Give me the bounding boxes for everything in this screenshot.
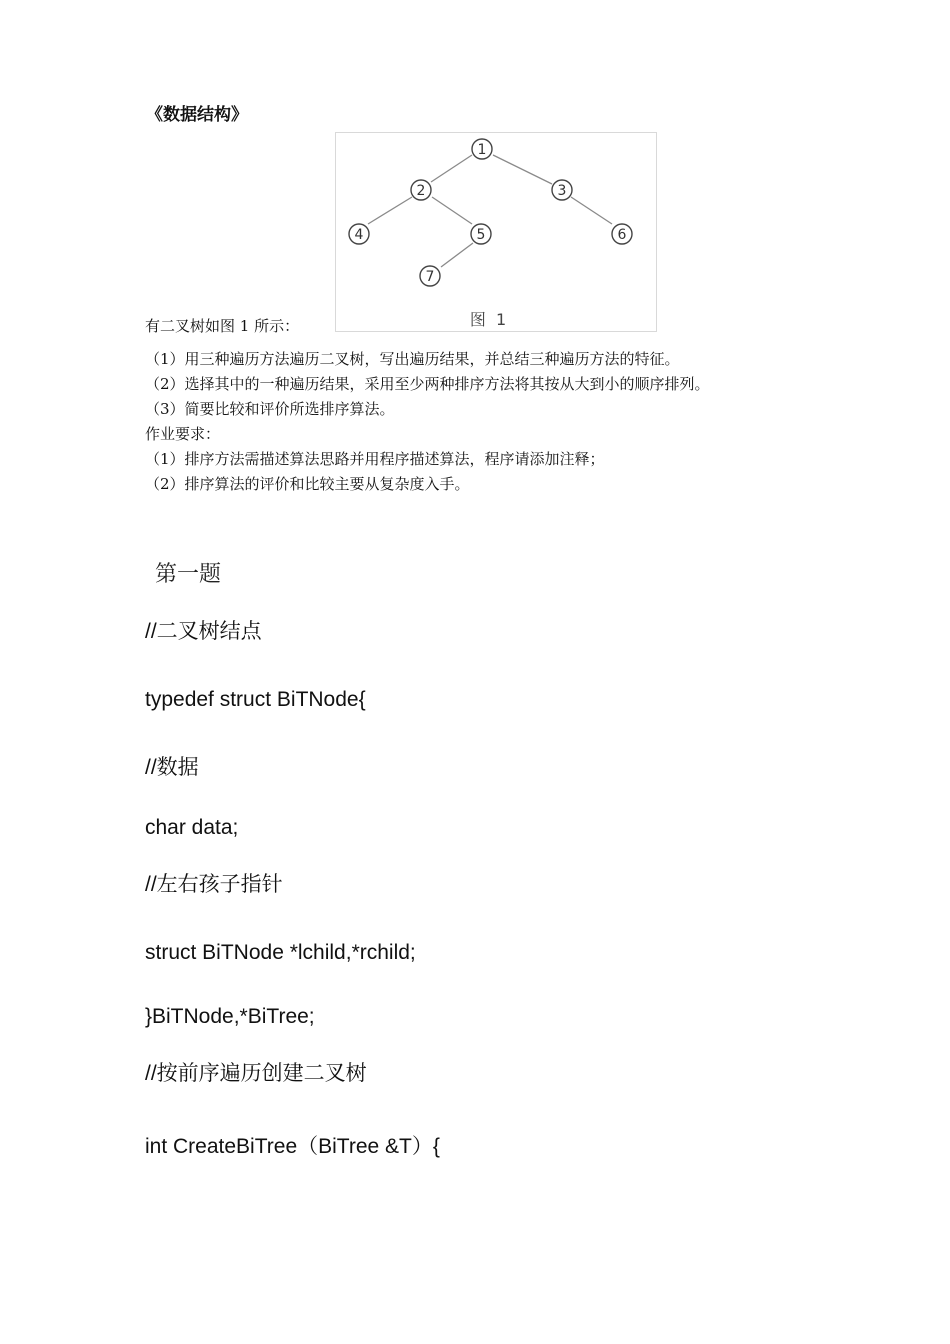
question-2: （2）选择其中的一种遍历结果，采用至少两种排序方法将其按从大到小的顺序排列。 (145, 375, 710, 393)
edge-1-2 (431, 155, 472, 182)
assignment-questions (145, 347, 815, 497)
node-label: 2 (416, 183, 426, 199)
code-comment-children: //左右孩子指针 (145, 873, 283, 896)
code-line-typedef-end: }BiTNode,*BiTree; (145, 1005, 315, 1028)
question-1: （1）用三种遍历方法遍历二叉树，写出遍历结果，并总结三种遍历方法的特征。 (145, 350, 680, 368)
tree-node-1 (472, 139, 492, 159)
edge-3-6 (571, 197, 612, 224)
section-heading: 第一题 (155, 562, 222, 587)
edge-2-4 (368, 197, 412, 224)
code-line-char-data: char data; (145, 816, 239, 839)
tree-node-3 (552, 180, 572, 200)
node-label: 1 (477, 142, 487, 158)
node-label: 4 (354, 227, 364, 243)
edge-5-7 (441, 243, 473, 267)
question-3: （3）简要比较和评价所选排序算法。 (145, 400, 395, 418)
edge-1-3 (493, 155, 552, 184)
tree-edges (368, 155, 612, 267)
node-label: 7 (425, 269, 435, 285)
code-comment-data: //数据 (145, 756, 199, 779)
binary-tree-diagram (336, 133, 656, 331)
requirement-1: （1）排序方法需描述算法思路并用程序描述算法，程序请添加注释； (145, 450, 605, 468)
code-comment-node: //二叉树结点 (145, 620, 262, 643)
binary-tree-figure (335, 132, 657, 332)
tree-node-6 (612, 224, 632, 244)
node-label: 3 (557, 183, 567, 199)
code-line-create-func: int CreateBiTree（BiTree &T）{ (145, 1135, 440, 1158)
node-label: 5 (476, 227, 486, 243)
node-label: 6 (617, 227, 627, 243)
document-title: 《数据结构》 (146, 105, 248, 125)
requirements-heading: 作业要求： (145, 425, 221, 443)
tree-node-2 (411, 180, 431, 200)
intro-text: 有二叉树如图 1 所示： (145, 317, 300, 335)
requirement-2: （2）排序算法的评价和比较主要从复杂度入手。 (145, 475, 470, 493)
edge-2-5 (432, 197, 472, 224)
tree-node-4 (349, 224, 369, 244)
tree-node-7 (420, 266, 440, 286)
code-line-child-pointers: struct BiTNode *lchild,*rchild; (145, 941, 416, 964)
figure-caption: 图 1 (469, 310, 507, 329)
tree-node-5 (471, 224, 491, 244)
code-line-typedef: typedef struct BiTNode{ (145, 688, 366, 711)
code-comment-create: //按前序遍历创建二叉树 (145, 1062, 367, 1085)
